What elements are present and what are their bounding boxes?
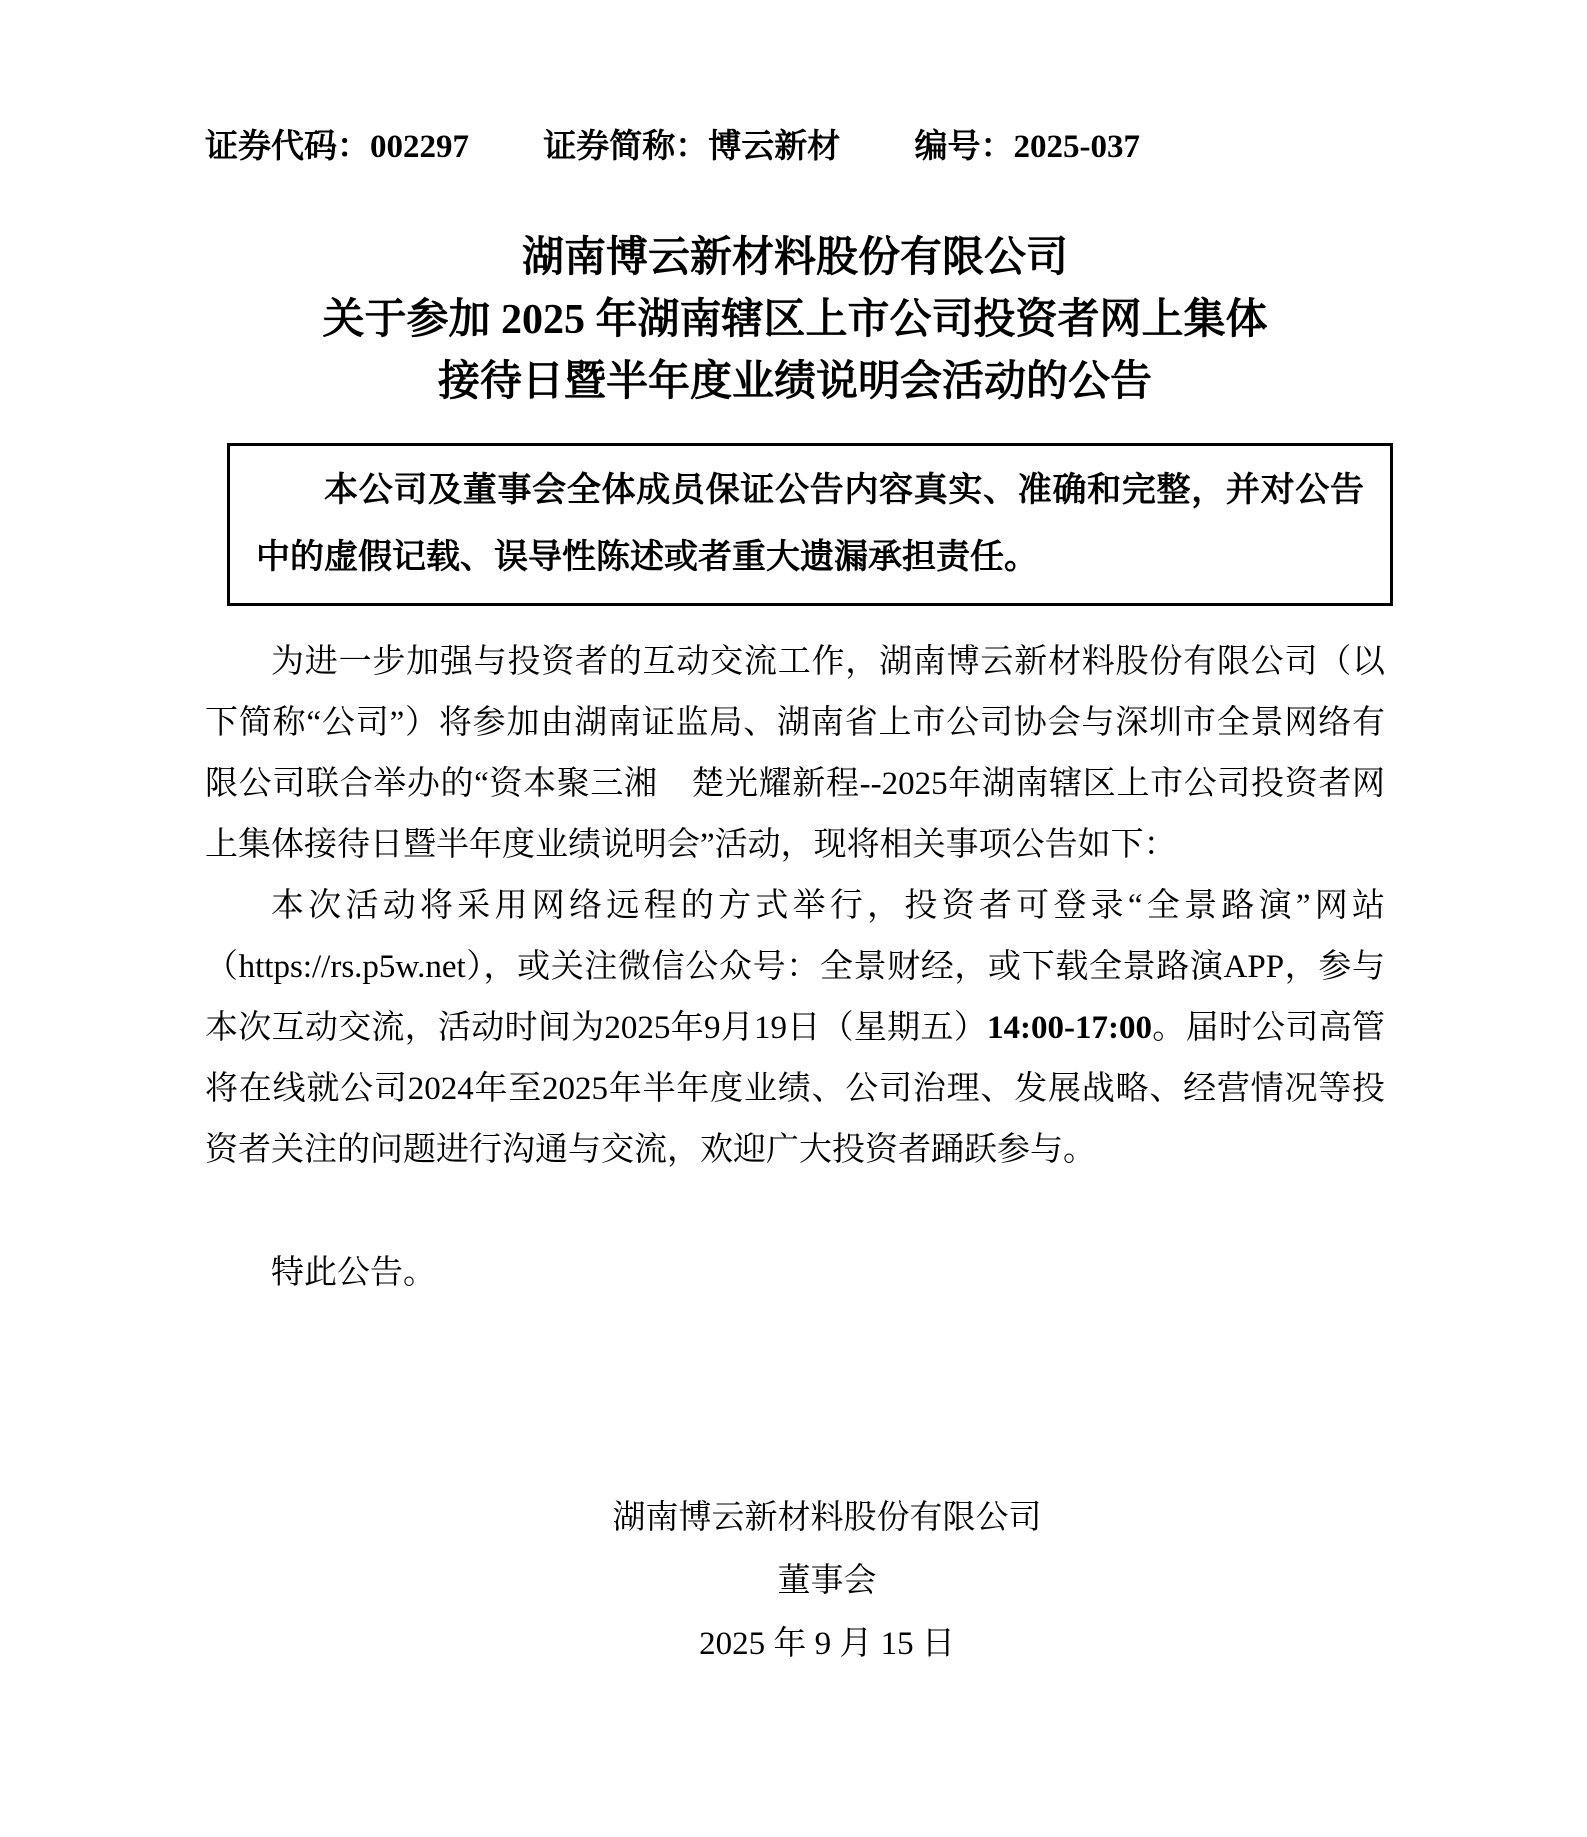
document-title-line1: 湖南博云新材料股份有限公司	[521, 235, 1068, 281]
signature-block	[587, 1487, 1067, 1677]
document-title-line2: 关于参加 2025 年湖南辖区上市公司投资者网上集体	[322, 297, 1268, 344]
event-time: 14:00-17:00	[987, 1010, 1153, 1047]
stock-abbr-value: 博云新材	[708, 129, 841, 165]
stock-code	[205, 120, 469, 167]
document-title-line3: 接待日暨半年度业绩说明会活动的公告	[437, 359, 1152, 406]
paragraph-intro: 为进一步加强与投资者的互动交流工作，湖南博云新材料股份有限公司（以下简称“公司”）将参加由湖南证监局、湖南省上市公司协会与深圳市全景网络有限公司联合举办的“资本聚三湘 楚光耀新程--2025年湖南辖区上市公司投资者网上集体接待日暨半年度业绩说明会”活动，现将相关事项公告如下：	[205, 644, 1385, 864]
document-body	[205, 632, 1385, 1304]
document-title	[205, 227, 1385, 413]
signature-company: 湖南博云新材料股份有限公司	[612, 1499, 1042, 1536]
announcement-number	[915, 120, 1141, 167]
announcement-number-label: 编号：	[914, 129, 1014, 165]
closing-statement: 特此公告。	[271, 1255, 436, 1292]
signature-date: 2025 年 9 月 15 日	[699, 1626, 955, 1663]
announcement-number-value: 2025-037	[1013, 129, 1140, 165]
stock-code-value: 002297	[370, 129, 469, 165]
stock-abbr-label: 证券简称：	[543, 129, 709, 165]
paragraph-event-details	[205, 876, 1385, 1181]
disclaimer-box	[227, 443, 1393, 606]
stock-code-label: 证券代码：	[205, 129, 370, 165]
stock-abbr	[543, 120, 840, 167]
securities-header	[205, 120, 1140, 167]
paragraph-event-details-rest: 。届时公司高管将在线就公司2024年至2025年半年度业绩、公司治理、发展战略、经营情况等投资者关注的问题进行沟通与交流，欢迎广大投资者踊跃参与。	[205, 1010, 1386, 1169]
disclaimer-text: 本公司及董事会全体成员保证公告内容真实、准确和完整，并对公告中的虚假记载、误导性陈述或者重大遗漏承担责任。	[256, 472, 1364, 576]
paragraph-event-details-text: 本次活动将采用网络远程的方式举行，投资者可登录“全景路演”网站（https://rs.p5w.net），或关注微信公众号：全景财经，或下载全景路演APP，参与本次互动交流，活动时间为2025年9月19日（星期五）	[205, 888, 1385, 1047]
signature-board: 董事会	[777, 1562, 877, 1599]
